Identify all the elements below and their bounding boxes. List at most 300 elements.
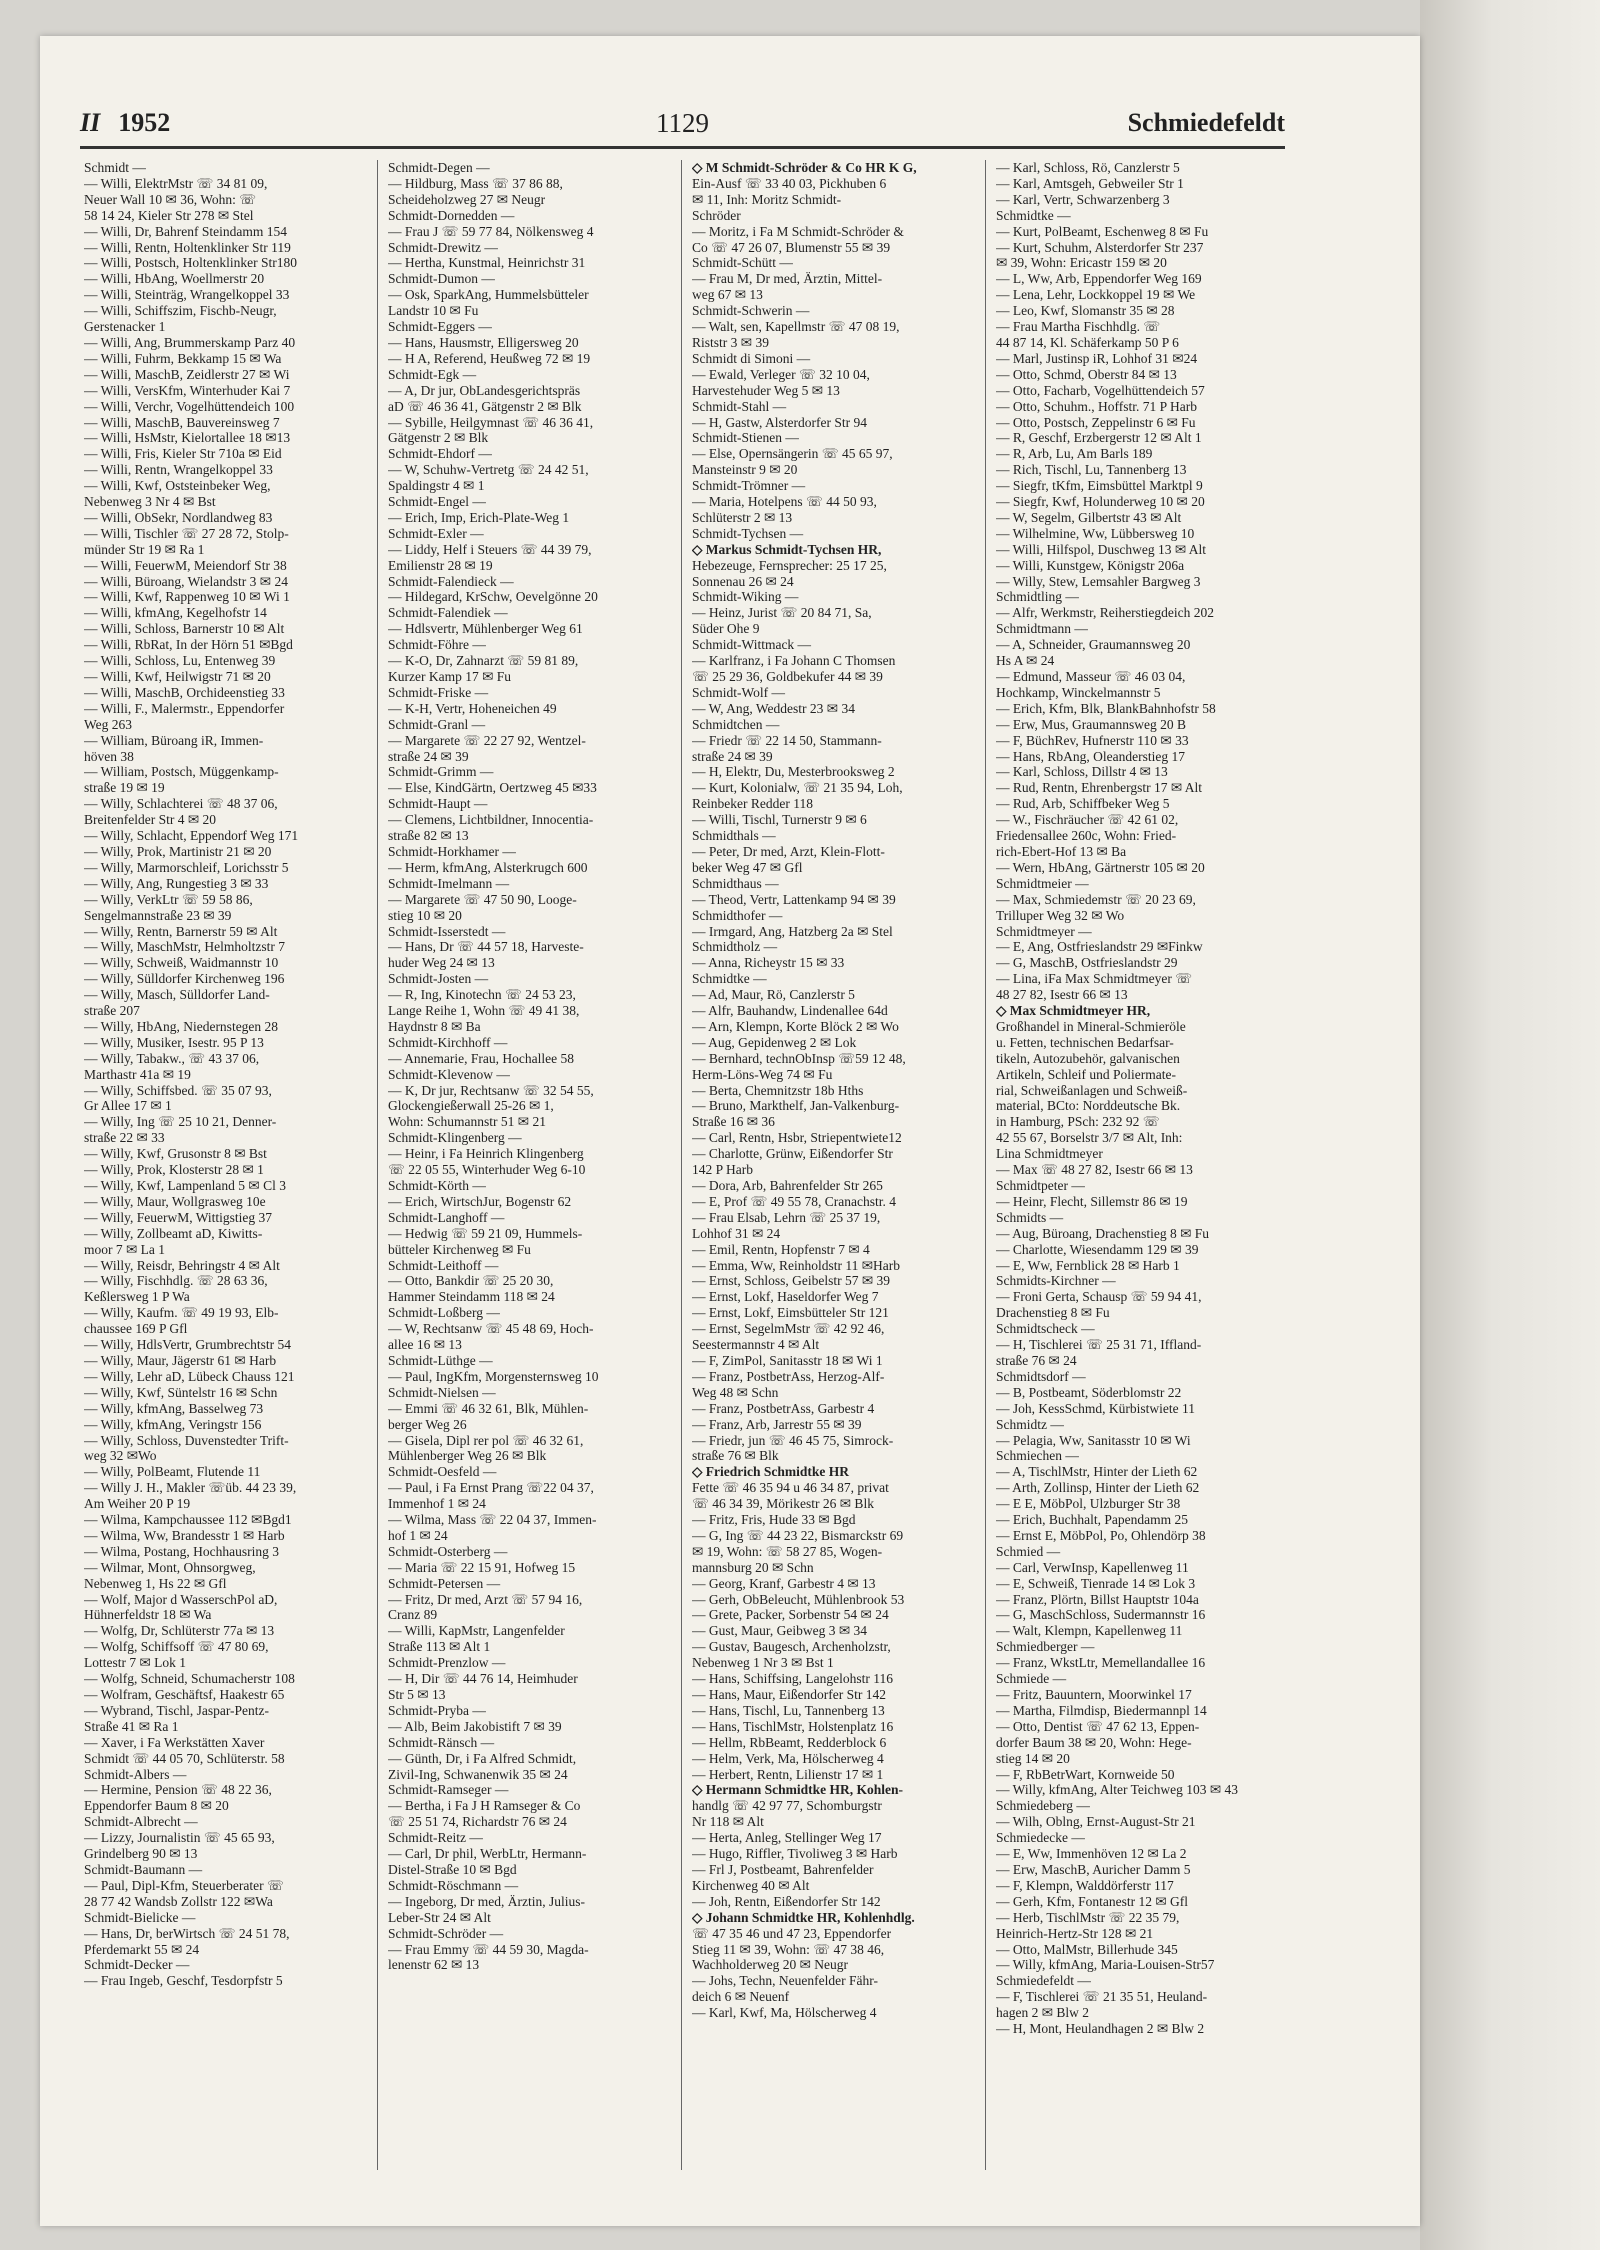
directory-line: — Hdlsvertr, Mühlenberger Weg 61: [388, 621, 583, 637]
directory-line: bütteler Kirchenweg ✉ Fu: [388, 1241, 531, 1257]
directory-line: — Willy, Kwf, Grusonstr 8 ✉ Bst: [84, 1146, 267, 1162]
directory-line: — Walt, sen, Kapellmstr ☏ 47 08 19,: [692, 319, 900, 335]
directory-line: u. Fetten, technischen Bedarfsar-: [996, 1034, 1174, 1050]
directory-line: — E, Prof ☏ 49 55 78, Cranachstr. 4: [692, 1193, 896, 1209]
directory-line: — L, Ww, Arb, Eppendorfer Weg 169: [996, 271, 1202, 287]
directory-line: — Ernst, SegelmMstr ☏ 42 92 46,: [692, 1321, 885, 1337]
directory-line: Schmidt-Röschmann —: [388, 1877, 519, 1893]
directory-line: — Karl, Amtsgeh, Gebweiler Str 1: [996, 175, 1184, 191]
directory-line: — Hans, RbAng, Oleanderstieg 17: [996, 748, 1185, 764]
directory-line: Schmidt-Granl —: [388, 716, 486, 732]
directory-line: — Willy, Marmorschleif, Lorichsstr 5: [84, 859, 289, 875]
directory-line: — Annemarie, Frau, Hochallee 58: [388, 1050, 574, 1066]
directory-line: Schmidts-Kirchner —: [996, 1273, 1116, 1289]
directory-line: — Fritz, Fris, Hude 33 ✉ Bgd: [692, 1512, 856, 1528]
directory-line: — Willy, kfmAng, Maria-Louisen-Str57: [996, 1957, 1215, 1973]
directory-line: — Willi, Büroang, Wielandstr 3 ✉ 24: [84, 573, 288, 589]
directory-line: Schmidt-Grimm —: [388, 764, 494, 780]
directory-line: — Wolfg, Schiffsoff ☏ 47 80 69,: [84, 1639, 269, 1655]
directory-line: — Willi, MaschB, Orchideenstieg 33: [84, 684, 285, 700]
directory-line: Straße 113 ✉ Alt 1: [388, 1639, 491, 1655]
directory-line: — R, Geschf, Erzbergerstr 12 ✉ Alt 1: [996, 430, 1202, 446]
directory-line: — E, Ww, Fernblick 28 ✉ Harb 1: [996, 1257, 1180, 1273]
directory-line: ◇ M Schmidt-Schröder & Co HR K G,: [692, 160, 917, 175]
directory-line: Keßlersweg 1 P Wa: [84, 1289, 190, 1305]
directory-line: Schmidt-Langhoff —: [388, 1209, 505, 1225]
directory-line: straße 22 ✉ 33: [84, 1130, 165, 1146]
directory-line: Spaldingstr 4 ✉ 1: [388, 478, 485, 494]
directory-line: — Willy, Schloss, Duvenstedter Trift-: [84, 1432, 289, 1448]
directory-line: Sonnenau 26 ✉ 24: [692, 573, 794, 589]
directory-line: Nebenweg 1, Hs 22 ✉ Gfl: [84, 1575, 227, 1591]
directory-line: Schmidt-Trömner —: [692, 478, 806, 494]
directory-line: — Rud, Rentn, Ehrenbergstr 17 ✉ Alt: [996, 780, 1203, 796]
directory-line: Nebenweg 1 Nr 3 ✉ Bst 1: [692, 1655, 834, 1671]
directory-line: — Georg, Kranf, Garbestr 4 ✉ 13: [692, 1575, 876, 1591]
directory-line: 44 87 14, Kl. Schäferkamp 50 P 6: [996, 334, 1179, 350]
directory-line: — Johs, Techn, Neuenfelder Fähr-: [692, 1973, 878, 1989]
page-edge-shadow: [1420, 0, 1600, 2250]
directory-line: tikeln, Autozubehör, galvanischen: [996, 1050, 1180, 1066]
directory-line: — Wilma, Kampchaussee 112 ✉Bgd1: [84, 1512, 292, 1528]
directory-line: — Max, Schmiedemstr ☏ 20 23 69,: [996, 891, 1196, 907]
directory-line: — Hermine, Pension ☏ 48 22 36,: [84, 1782, 272, 1798]
directory-line: 42 55 67, Borselstr 3/7 ✉ Alt, Inh:: [996, 1130, 1183, 1146]
directory-line: — Willy, Prok, Martinistr 21 ✉ 20: [84, 843, 272, 859]
directory-line: — Erich, Buchhalt, Papendamm 25: [996, 1512, 1188, 1528]
directory-line: — Lina, iFa Max Schmidtmeyer ☏: [996, 971, 1193, 987]
directory-line: weg 32 ✉Wo: [84, 1448, 157, 1464]
directory-line: — Gerh, Kfm, Fontanestr 12 ✉ Gfl: [996, 1893, 1189, 1909]
directory-line: — H, Mont, Heulandhagen 2 ✉ Blw 2: [996, 2021, 1205, 2037]
directory-line: — Ewald, Verleger ☏ 32 10 04,: [692, 366, 870, 382]
directory-line: — Leo, Kwf, Slomanstr 35 ✉ 28: [996, 303, 1175, 319]
directory-line: — Frau Elsab, Lehrn ☏ 25 37 19,: [692, 1209, 881, 1225]
directory-line: — F, RbBetrWart, Kornweide 50: [996, 1766, 1175, 1782]
directory-line: — Willy, Ang, Rungestieg 3 ✉ 33: [84, 875, 269, 891]
directory-line: — Wolfg, Dr, Schlüterstr 77a ✉ 13: [84, 1623, 275, 1639]
directory-line: — Lena, Lehr, Lockkoppel 19 ✉ We: [996, 287, 1196, 303]
directory-line: — Willy, VerkLtr ☏ 59 58 86,: [84, 891, 253, 907]
directory-line: ☏ 25 51 74, Richardstr 76 ✉ 24: [388, 1814, 567, 1830]
directory-line: Schmidt-Bielicke —: [84, 1909, 196, 1925]
directory-line: — Willy, FeuerwM, Wittigstieg 37: [84, 1209, 273, 1225]
header-keyword: Schmiedefeldt: [1127, 108, 1285, 137]
directory-line: — Martha, Filmdisp, Biedermannpl 14: [996, 1702, 1207, 1718]
directory-line: Schmidthaus —: [692, 875, 779, 891]
directory-line: Landstr 10 ✉ Fu: [388, 303, 479, 319]
directory-line: Schmidt-Horkhamer —: [388, 843, 516, 859]
directory-line: — Joh, KessSchmd, Kürbistwiete 11: [996, 1400, 1195, 1416]
directory-line: Fette ☏ 46 35 94 u 46 34 87, privat: [692, 1480, 889, 1496]
directory-line: — Hugo, Riffler, Tivoliweg 3 ✉ Harb: [692, 1846, 898, 1862]
directory-line: — Gisela, Dipl rer pol ☏ 46 32 61,: [388, 1432, 584, 1448]
directory-line: ◇ Johann Schmidtke HR, Kohlenhdlg.: [692, 1909, 915, 1925]
directory-line: — Hildburg, Mass ☏ 37 86 88,: [388, 175, 563, 191]
directory-line: Schmidt-Prenzlow —: [388, 1655, 506, 1671]
directory-line: — Herb, TischlMstr ☏ 22 35 79,: [996, 1909, 1180, 1925]
directory-line: — Irmgard, Ang, Hatzberg 2a ✉ Stel: [692, 923, 893, 939]
directory-line: straße 24 ✉ 39: [692, 748, 773, 764]
directory-line: — Maria, Hotelpens ☏ 44 50 93,: [692, 494, 877, 510]
directory-line: — Wilmar, Mont, Ohnsorgweg,: [84, 1559, 256, 1575]
directory-line: — Ernst, Lokf, Haseldorfer Weg 7: [692, 1289, 879, 1305]
header-rule: [80, 146, 1285, 149]
directory-line: Schmidt-Klevenow —: [388, 1066, 510, 1082]
directory-line: material, BCto: Norddeutsche Bk.: [996, 1098, 1181, 1114]
directory-line: Schmidtling —: [996, 589, 1079, 605]
directory-line: Schmidt-Albers —: [84, 1766, 187, 1782]
directory-line: Schmidtscheck —: [996, 1321, 1095, 1337]
directory-line: Schlüterstr 2 ✉ 13: [692, 509, 793, 525]
directory-line: — Willi, Kwf, Oststeinbeker Weg,: [84, 478, 271, 494]
directory-line: Trilluper Weg 32 ✉ Wo: [996, 907, 1125, 923]
directory-line: — Herbert, Rentn, Lilienstr 17 ✉ 1: [692, 1766, 884, 1782]
directory-line: Schmidt-Exler —: [388, 525, 484, 541]
directory-line: Schmidt-Petersen —: [388, 1575, 501, 1591]
page-header: [80, 108, 1285, 148]
directory-line: — R, Ing, Kinotechn ☏ 24 53 23,: [388, 987, 576, 1003]
directory-line: Schmidt-Albrecht —: [84, 1814, 198, 1830]
directory-line: — Willy, Kwf, Lampenland 5 ✉ Cl 3: [84, 1178, 286, 1193]
directory-line: — Charlotte, Grünw, Eißendorfer Str: [692, 1146, 893, 1162]
directory-line: — Arn, Klempn, Korte Blöck 2 ✉ Wo: [692, 1018, 899, 1034]
directory-line: — Willy J. H., Makler ☏üb. 44 23 39,: [84, 1480, 297, 1496]
directory-line: Schmidt-Lüthge —: [388, 1352, 493, 1368]
directory-line: — B, Postbeamt, Söderblomstr 22: [996, 1384, 1182, 1400]
directory-line: — Willi, Schloss, Lu, Entenweg 39: [84, 653, 276, 669]
directory-line: — Willy, Maur, Jägerstr 61 ✉ Harb: [84, 1352, 277, 1368]
directory-line: Schmidt-Stahl —: [692, 398, 787, 414]
directory-line: Schmidtsdorf —: [996, 1368, 1086, 1384]
directory-line: Schmidt-Osterberg —: [388, 1543, 508, 1559]
page-number: 1129: [656, 108, 709, 138]
volume-number: II: [80, 108, 101, 137]
directory-line: — Willy, Reisdr, Behringstr 4 ✉ Alt: [84, 1257, 280, 1273]
directory-line: Str 5 ✉ 13: [388, 1687, 446, 1702]
directory-line: Kurzer Kamp 17 ✉ Fu: [388, 669, 512, 684]
directory-line: — Gustav, Baugesch, Archenholzstr,: [692, 1639, 891, 1655]
directory-line: — Grete, Packer, Sorbenstr 54 ✉ 24: [692, 1607, 889, 1623]
directory-line: — W, Segelm, Gilbertstr 43 ✉ Alt: [996, 509, 1182, 525]
directory-line: — Bertha, i Fa J H Ramseger & Co: [388, 1798, 581, 1814]
directory-line: Gerstenacker 1: [84, 319, 166, 335]
directory-line: — Wybrand, Tischl, Jaspar-Pentz-: [84, 1702, 270, 1718]
directory-line: Lohhof 31 ✉ 24: [692, 1225, 781, 1241]
directory-line: — Xaver, i Fa Werkstätten Xaver: [84, 1734, 265, 1750]
directory-line: Schmidt-Loßberg —: [388, 1305, 500, 1321]
directory-line: Lottestr 7 ✉ Lok 1: [84, 1655, 187, 1671]
directory-line: — Willi, Postsch, Holtenklinker Str180: [84, 255, 297, 271]
directory-line: höven 38: [84, 748, 134, 764]
directory-line: Sengelmannstraße 23 ✉ 39: [84, 907, 232, 923]
directory-line: 28 77 42 Wandsb Zollstr 122 ✉Wa: [84, 1893, 273, 1909]
directory-line: — Friedr, jun ☏ 46 45 75, Simrock-: [692, 1432, 894, 1448]
directory-line: Schmidtmeyer —: [996, 923, 1092, 939]
directory-line: — Paul, i Fa Ernst Prang ☏22 04 37,: [388, 1480, 594, 1496]
directory-line: Schmidt-Wiking —: [692, 589, 799, 605]
directory-line: Schmidt-Leithoff —: [388, 1257, 499, 1273]
directory-line: — Willi, Hilfspol, Duschweg 13 ✉ Alt: [996, 541, 1207, 557]
directory-columns: [84, 160, 1284, 2180]
directory-line: — Willy, Stew, Lemsahler Bargweg 3: [996, 573, 1201, 589]
directory-line: lenenstr 62 ✉ 13: [388, 1957, 480, 1973]
directory-line: — Hans, TischlMstr, Holstenplatz 16: [692, 1718, 894, 1734]
directory-line: — E E, MöbPol, Ulzburger Str 38: [996, 1496, 1181, 1512]
column-2: [388, 160, 676, 2180]
directory-line: Co ☏ 47 26 07, Blumenstr 55 ✉ 39: [692, 239, 891, 255]
directory-line: Schmidt-Schwerin —: [692, 303, 810, 319]
directory-line: — Willy, Schweiß, Waidmannstr 10: [84, 955, 279, 971]
directory-line: — F, BüchRev, Hufnerstr 110 ✉ 33: [996, 732, 1189, 748]
directory-line: — Willi, Verchr, Vogelhüttendeich 100: [84, 398, 295, 414]
directory-line: — Willi, RbRat, In der Hörn 51 ✉Bgd: [84, 637, 293, 653]
directory-line: — Willi, ElektrMstr ☏ 34 81 09,: [84, 175, 268, 191]
directory-line: — Kurt, Kolonialw, ☏ 21 35 94, Loh,: [692, 780, 903, 796]
directory-line: Schmidt-Wittmack —: [692, 637, 812, 653]
directory-line: — Willi, Fuhrm, Bekkamp 15 ✉ Wa: [84, 350, 282, 366]
directory-line: Weg 48 ✉ Schn: [692, 1384, 779, 1400]
directory-line: — Willi, VersKfm, Winterhuder Kai 7: [84, 382, 291, 398]
directory-line: Schröder: [692, 207, 741, 223]
directory-line: Eppendorfer Baum 8 ✉ 20: [84, 1798, 229, 1814]
directory-line: — Helm, Verk, Ma, Hölscherweg 4: [692, 1750, 884, 1766]
directory-line: — Hans, Hausmstr, Elligersweg 20: [388, 334, 579, 350]
directory-line: — Moritz, i Fa M Schmidt-Schröder &: [692, 223, 904, 239]
directory-line: — Willy, Sülldorfer Kirchenweg 196: [84, 971, 285, 987]
directory-line: Schmiedecke —: [996, 1830, 1085, 1846]
directory-line: ◇ Markus Schmidt-Tychsen HR,: [692, 541, 882, 557]
directory-line: — E, Ww, Immenhöven 12 ✉ La 2: [996, 1846, 1187, 1862]
directory-line: Harvestehuder Weg 5 ✉ 13: [692, 382, 840, 398]
directory-line: — Joh, Rentn, Eißendorfer Str 142: [692, 1893, 881, 1909]
directory-line: — Günth, Dr, i Fa Alfred Schmidt,: [388, 1750, 577, 1766]
directory-line: Schmidt-Pryba —: [388, 1702, 486, 1718]
directory-line: — Wilma, Ww, Brandesstr 1 ✉ Harb: [84, 1527, 285, 1543]
directory-line: straße 207: [84, 1003, 140, 1019]
directory-line: Schmidt-Dornedden —: [388, 207, 515, 223]
directory-line: — Emil, Rentn, Hopfenstr 7 ✉ 4: [692, 1241, 870, 1257]
directory-line: Schmidt-Föhre —: [388, 637, 486, 653]
directory-line: — Alfr, Werkmstr, Reiherstiegdeich 202: [996, 605, 1215, 621]
directory-line: — Aug, Büroang, Drachenstieg 8 ✉ Fu: [996, 1225, 1210, 1241]
directory-line: ✉ 19, Wohn: ☏ 58 27 85, Wogen-: [692, 1543, 883, 1559]
directory-line: — Willi, Schiffszim, Fischb-Neugr,: [84, 303, 277, 319]
directory-line: — Willi, Kwf, Heilwigstr 71 ✉ 20: [84, 669, 271, 684]
directory-line: straße 76 ✉ Blk: [692, 1448, 779, 1464]
directory-line: — W, Schuhw-Vertretg ☏ 24 42 51,: [388, 462, 589, 478]
directory-line: Schmiechen —: [996, 1448, 1079, 1464]
directory-line: — Herta, Anleg, Stellinger Weg 17: [692, 1830, 882, 1846]
directory-line: — Otto, Dentist ☏ 47 62 13, Eppen-: [996, 1718, 1200, 1734]
directory-line: Schmidtchen —: [692, 716, 780, 732]
directory-line: straße 19 ✉ 19: [84, 780, 165, 796]
directory-line: — Erw, MaschB, Auricher Damm 5: [996, 1861, 1191, 1877]
directory-line: Straße 41 ✉ Ra 1: [84, 1718, 179, 1734]
directory-line: Mühlenberger Weg 26 ✉ Blk: [388, 1448, 547, 1464]
directory-line: Schmidtz —: [996, 1416, 1064, 1432]
directory-line: straße 82 ✉ 13: [388, 828, 469, 844]
directory-line: — Else, Opernsängerin ☏ 45 65 97,: [692, 446, 893, 462]
directory-line: — Willy, HbAng, Niedernstegen 28: [84, 1018, 279, 1034]
directory-line: — Willi, Dr, Bahrenf Steindamm 154: [84, 223, 288, 239]
directory-line: Straße 16 ✉ 36: [692, 1114, 775, 1130]
directory-line: deich 6 ✉ Neuenf: [692, 1989, 790, 2005]
directory-line: — Willi, MaschB, Bauvereinsweg 7: [84, 414, 280, 430]
directory-line: Herm-Löns-Weg 74 ✉ Fu: [692, 1066, 833, 1082]
directory-line: münder Str 19 ✉ Ra 1: [84, 541, 205, 557]
directory-line: Schmidt-Haupt —: [388, 796, 488, 812]
directory-line: — Hellm, RbBeamt, Redderblock 6: [692, 1734, 887, 1750]
directory-line: — W., Fischräucher ☏ 42 61 02,: [996, 812, 1179, 828]
directory-line: — Gerh, ObBeleucht, Mühlenbrook 53: [692, 1591, 905, 1607]
directory-line: stieg 10 ✉ 20: [388, 907, 462, 923]
directory-line: Schmidt-Körth —: [388, 1178, 486, 1193]
directory-line: Schmidtke —: [692, 971, 767, 987]
directory-line: rich-Ebert-Hof 13 ✉ Ba: [996, 843, 1127, 859]
directory-line: Reinbeker Redder 118: [692, 796, 813, 812]
directory-line: — Else, KindGärtn, Oertzweg 45 ✉33: [388, 780, 597, 796]
directory-line: Scheideholzweg 27 ✉ Neugr: [388, 191, 546, 207]
directory-line: — Frau Emmy ☏ 44 59 30, Magda-: [388, 1941, 589, 1957]
directory-line: Schmidt-Decker —: [84, 1957, 190, 1973]
directory-line: — Heinr, i Fa Heinrich Klingenberg: [388, 1146, 584, 1162]
directory-line: — Willy, Kwf, Süntelstr 16 ✉ Schn: [84, 1384, 278, 1400]
directory-line: — Osk, SparkAng, Hummelsbütteler: [388, 287, 589, 303]
directory-line: Mansteinstr 9 ✉ 20: [692, 462, 798, 478]
directory-line: Schmidt-Dumon —: [388, 271, 495, 287]
directory-line: — Ernst, Lokf, Eimsbütteler Str 121: [692, 1305, 889, 1321]
directory-line: — Carl, Dr phil, WerbLtr, Hermann-: [388, 1846, 587, 1862]
directory-line: — Hans, Tischl, Lu, Tannenberg 13: [692, 1702, 885, 1718]
directory-line: Leber-Str 24 ✉ Alt: [388, 1909, 491, 1925]
directory-line: — Willi, ObSekr, Nordlandweg 83: [84, 509, 273, 525]
directory-line: — Carl, VerwInsp, Kapellenweg 11: [996, 1559, 1189, 1575]
directory-line: ☏ 25 29 36, Goldbekufer 44 ✉ 39: [692, 669, 883, 684]
directory-line: — Franz, Plörtn, Billst Hauptstr 104a: [996, 1591, 1199, 1607]
directory-line: — Edmund, Masseur ☏ 46 03 04,: [996, 669, 1186, 684]
directory-line: Schmidt-Kirchhoff —: [388, 1034, 508, 1050]
directory-line: — Ernst, Schloss, Geibelstr 57 ✉ 39: [692, 1273, 891, 1289]
directory-line: — Wilhelmine, Ww, Lübbersweg 10: [996, 525, 1195, 541]
directory-line: — Heinz, Jurist ☏ 20 84 71, Sa,: [692, 605, 872, 621]
column-3: [692, 160, 980, 2180]
directory-line: Artikeln, Schleif und Poliermate-: [996, 1066, 1176, 1082]
directory-line: — Hedwig ☏ 59 21 09, Hummels-: [388, 1225, 583, 1241]
directory-line: Schmidt-Egk —: [388, 366, 477, 382]
directory-line: — Herm, kfmAng, Alsterkrugch 600: [388, 859, 588, 875]
directory-line: Schmidt-Drewitz —: [388, 239, 498, 255]
directory-line: Weg 263: [84, 716, 133, 732]
directory-line: — Frl J, Postbeamt, Bahrenfelder: [692, 1861, 874, 1877]
directory-line: Schmidt-Oesfeld —: [388, 1464, 497, 1480]
directory-line: — Hans, Schiffsing, Langelohstr 116: [692, 1671, 893, 1687]
directory-line: Schmidt-Tychsen —: [692, 525, 804, 541]
directory-line: — F, Tischlerei ☏ 21 35 51, Heuland-: [996, 1989, 1208, 2005]
directory-line: — K, Dr jur, Rechtsanw ☏ 32 54 55,: [388, 1082, 594, 1098]
directory-line: Schmidt-Engel —: [388, 494, 486, 510]
year: 1952: [118, 108, 171, 137]
directory-line: — Franz, WkstLtr, Memellandallee 16: [996, 1655, 1206, 1671]
directory-line: Schmidt-Schütt —: [692, 255, 793, 271]
directory-line: — Otto, Schuhm., Hoffstr. 71 P Harb: [996, 398, 1197, 414]
directory-line: — Clemens, Lichtbildner, Innocentia-: [388, 812, 594, 828]
directory-line: Schmidts —: [996, 1209, 1064, 1225]
directory-line: — Willi, Schloss, Barnerstr 10 ✉ Alt: [84, 621, 285, 637]
directory-line: Schmidt ☏ 44 05 70, Schlüterstr. 58: [84, 1750, 285, 1766]
directory-line: ☏ 22 05 55, Winterhuder Weg 6-10: [388, 1162, 586, 1178]
directory-line: — Willy, Rentn, Barnerstr 59 ✉ Alt: [84, 923, 278, 939]
directory-line: mannsburg 20 ✉ Schn: [692, 1559, 814, 1575]
directory-line: — Maria ☏ 22 15 91, Hofweg 15: [388, 1559, 576, 1575]
directory-line: weg 67 ✉ 13: [692, 287, 763, 303]
directory-line: — Karl, Schloss, Rö, Canzlerstr 5: [996, 160, 1180, 175]
directory-line: — Willi, FeuerwM, Meiendorf Str 38: [84, 557, 287, 573]
directory-line: Pferdemarkt 55 ✉ 24: [84, 1941, 200, 1957]
directory-line: — Frau Ingeb, Geschf, Tesdorpfstr 5: [84, 1973, 283, 1989]
directory-line: Hs A ✉ 24: [996, 653, 1055, 669]
directory-line: — Willi, Rentn, Holtenklinker Str 119: [84, 239, 291, 255]
directory-line: Hammer Steindamm 118 ✉ 24: [388, 1289, 555, 1305]
directory-line: — Margarete ☏ 47 50 90, Looge-: [388, 891, 577, 907]
directory-line: Marthastr 41a ✉ 19: [84, 1066, 191, 1082]
directory-line: ◇ Hermann Schmidtke HR, Kohlen-: [692, 1782, 904, 1798]
directory-line: Schmidt-Stienen —: [692, 430, 799, 446]
directory-line: Schmidtholz —: [692, 939, 778, 955]
directory-line: Lina Schmidtmeyer: [996, 1146, 1103, 1162]
directory-line: Schmidt-Falendiek —: [388, 605, 508, 621]
directory-line: Schmidt-Ramseger —: [388, 1782, 509, 1798]
directory-line: Schmidt —: [84, 160, 146, 175]
directory-line: — Otto, Bankdir ☏ 25 20 30,: [388, 1273, 554, 1289]
directory-line: — Hildegard, KrSchw, Oevelgönne 20: [388, 589, 598, 605]
directory-line: Haydnstr 8 ✉ Ba: [388, 1018, 481, 1034]
directory-line: Ein-Ausf ☏ 33 40 03, Pickhuben 6: [692, 175, 887, 191]
directory-line: Schmidt-Baumann —: [84, 1861, 203, 1877]
directory-line: — Froni Gerta, Schausp ☏ 59 94 41,: [996, 1289, 1202, 1305]
directory-line: — Emmi ☏ 46 32 61, Blk, Mühlen-: [388, 1400, 589, 1416]
directory-line: — Erw, Mus, Graumannsweg 20 B: [996, 716, 1186, 732]
directory-line: — Marl, Justinsp iR, Lohhof 31 ✉24: [996, 350, 1198, 366]
directory-line: Schmidt-Degen —: [388, 160, 490, 175]
directory-line: — K-O, Dr, Zahnarzt ☏ 59 81 89,: [388, 653, 579, 669]
directory-line: Stieg 11 ✉ 39, Wohn: ☏ 47 38 46,: [692, 1941, 885, 1957]
directory-line: — Margarete ☏ 22 27 92, Wentzel-: [388, 732, 586, 748]
directory-line: ☏ 46 34 39, Mörikestr 26 ✉ Blk: [692, 1496, 874, 1512]
directory-line: aD ☏ 46 36 41, Gätgenstr 2 ✉ Blk: [388, 398, 582, 414]
directory-line: — Otto, MalMstr, Billerhude 345: [996, 1941, 1178, 1957]
directory-line: — Emma, Ww, Reinholdstr 11 ✉Harb: [692, 1257, 901, 1273]
directory-line: — Willy, PolBeamt, Flutende 11: [84, 1464, 261, 1480]
directory-line: — Bernhard, technObInsp ☏59 12 48,: [692, 1050, 906, 1066]
directory-line: — Otto, Schmd, Oberstr 84 ✉ 13: [996, 366, 1177, 382]
directory-line: Zivil-Ing, Schwanenwik 35 ✉ 24: [388, 1766, 568, 1782]
directory-line: — William, Postsch, Müggenkamp-: [84, 764, 279, 780]
directory-line: — Lizzy, Journalistin ☏ 45 65 93,: [84, 1830, 275, 1846]
directory-line: — Bruno, Markthelf, Jan-Valkenburg-: [692, 1098, 900, 1114]
directory-line: — H, Elektr, Du, Mesterbrooksweg 2: [692, 764, 895, 780]
directory-line: — Willi, Tischl, Turnerstr 9 ✉ 6: [692, 812, 867, 828]
directory-line: — Willy, Kaufm. ☏ 49 19 93, Elb-: [84, 1305, 279, 1321]
directory-line: rial, Schweißanlagen und Schweiß-: [996, 1082, 1188, 1098]
directory-line: — Franz, PostbetrAss, Herzog-Alf-: [692, 1368, 885, 1384]
directory-line: — Gust, Maur, Geibweg 3 ✉ 34: [692, 1623, 867, 1639]
directory-line: — Willi, Kwf, Rappenweg 10 ✉ Wi 1: [84, 589, 290, 605]
directory-line: Gr Allee 17 ✉ 1: [84, 1098, 172, 1114]
directory-line: — Willy, Schlacht, Eppendorf Weg 171: [84, 828, 299, 844]
directory-line: — Fritz, Dr med, Arzt ☏ 57 94 16,: [388, 1591, 583, 1607]
directory-line: Großhandel in Mineral-Schmieröle: [996, 1018, 1186, 1034]
